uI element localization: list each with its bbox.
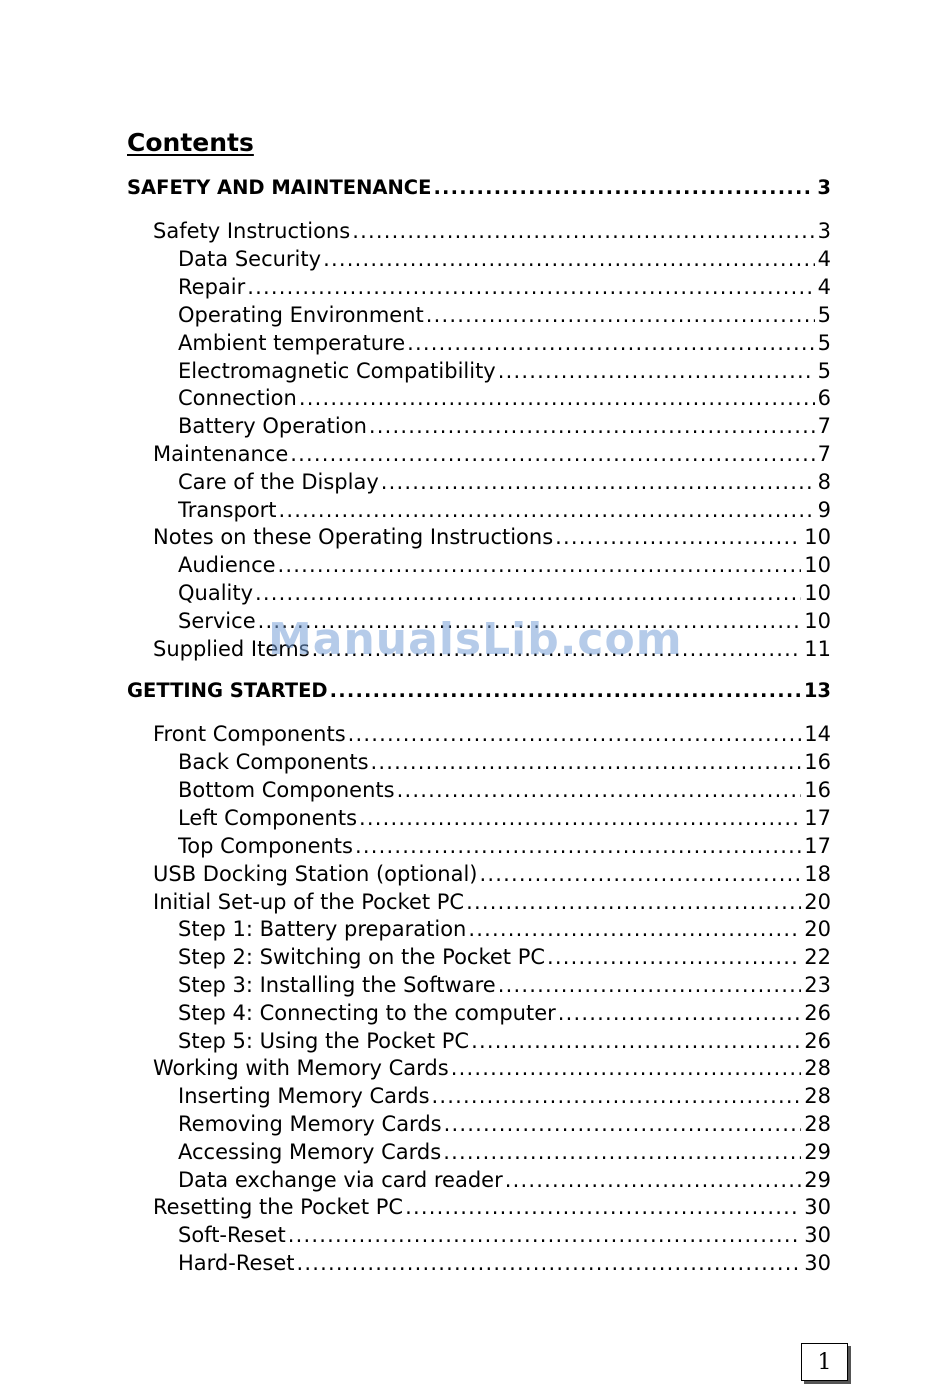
toc-entry-label: Data exchange via card reader [178,1168,503,1192]
toc-entry-label: Initial Set-up of the Pocket PC [153,890,465,914]
toc-entry-page: 4 [817,247,831,271]
dot-leader [299,384,815,412]
toc-entry-page: 13 [803,679,831,702]
toc-entry-label: Safety Instructions [153,219,351,243]
toc-entry-page: 5 [817,331,831,355]
toc-entry[interactable] [153,888,831,916]
toc-entry[interactable] [178,301,831,329]
toc-entry-label: Data Security [178,247,322,271]
toc-entry[interactable] [178,468,831,496]
toc-entry-page: 28 [804,1056,831,1080]
toc-entry[interactable] [153,720,831,748]
page-number: 1 [801,1343,848,1381]
toc-entry[interactable] [153,860,831,888]
toc-entry[interactable] [178,579,831,607]
dot-leader [505,1166,802,1194]
toc-entry[interactable] [178,273,831,301]
toc-entry-page: 28 [804,1112,831,1136]
toc-entry-page: 30 [804,1223,831,1247]
toc-entry-label: Accessing Memory Cards [178,1140,442,1164]
toc-entry-page: 16 [804,750,831,774]
toc-entry-label: Quality [178,581,254,605]
dot-leader [466,888,801,916]
toc-entry-label: Notes on these Operating Instructions [153,525,554,549]
dot-leader [498,971,802,999]
toc-entry-page: 16 [804,778,831,802]
toc-entry-label: Operating Environment [178,303,424,327]
dot-leader [288,1221,802,1249]
toc-entry[interactable] [178,832,831,860]
toc-entry[interactable] [178,357,831,385]
toc-entry-page: 22 [804,945,831,969]
toc-entry[interactable] [178,551,831,579]
dot-leader [297,1249,802,1277]
toc-entry-label: SAFETY AND MAINTENANCE [127,176,432,199]
toc-entry-page: 8 [817,470,831,494]
dot-leader [330,677,801,705]
toc-entry-page: 23 [804,973,831,997]
toc-entry[interactable] [178,329,831,357]
dot-leader [381,468,815,496]
dot-leader [371,748,802,776]
toc-entry-page: 10 [804,581,831,605]
dot-leader [312,635,802,663]
dot-leader [279,496,815,524]
toc-entry[interactable] [178,915,831,943]
toc-entry-page: 17 [804,834,831,858]
dot-leader [498,357,815,385]
toc-entry-label: Step 2: Switching on the Pocket PC [178,945,546,969]
dot-leader [443,1138,801,1166]
toc-entry-label: Step 1: Battery preparation [178,917,467,941]
toc-entry-page: 9 [817,498,831,522]
toc-entry[interactable] [178,804,831,832]
dot-leader [348,720,802,748]
toc-entry-label: Bottom Components [178,778,395,802]
dot-leader [258,607,802,635]
toc-entry-page: 10 [804,553,831,577]
toc-entry[interactable] [178,776,831,804]
toc-entry-label: Ambient temperature [178,331,406,355]
dot-leader [451,1054,802,1082]
toc-entry-page: 6 [817,386,831,410]
toc-entry-page: 4 [817,275,831,299]
toc-entry[interactable] [178,607,831,635]
toc-entry-page: 28 [804,1084,831,1108]
toc-entry[interactable] [127,174,831,202]
toc-entry-label: Step 5: Using the Pocket PC [178,1029,470,1053]
toc-entry[interactable] [178,999,831,1027]
toc-entry[interactable] [153,440,831,468]
toc-entry-page: 3 [817,176,831,199]
toc-entry[interactable] [178,943,831,971]
toc-entry-label: Removing Memory Cards [178,1112,442,1136]
dot-leader [426,301,815,329]
dot-leader [323,245,815,273]
dot-leader [480,860,802,888]
toc-entry[interactable] [178,1138,831,1166]
dot-leader [471,1027,801,1055]
dot-leader [369,412,815,440]
toc-entry-label: Care of the Display [178,470,379,494]
dot-leader [355,832,801,860]
toc-entry-page: 10 [804,609,831,633]
toc-entry[interactable] [153,635,831,663]
dot-leader [397,776,802,804]
dot-leader [468,915,801,943]
toc-entry-label: Electromagnetic Compatibility [178,359,496,383]
toc-entry-label: Soft-Reset [178,1223,286,1247]
toc-entry[interactable] [127,677,831,705]
toc-entry[interactable] [178,1221,831,1249]
toc-entry[interactable] [153,217,831,245]
toc-entry-page: 20 [804,890,831,914]
toc-entry-label: Top Components [178,834,353,858]
toc-entry-label: Step 3: Installing the Software [178,973,496,997]
dot-leader [444,1110,802,1138]
toc-entry-page: 30 [804,1251,831,1275]
toc-entry-page: 26 [804,1001,831,1025]
toc-entry[interactable] [178,245,831,273]
watermark: ManualsLib.com [268,614,683,665]
toc-entry[interactable] [178,1082,831,1110]
toc-entry-label: Front Components [153,722,346,746]
toc-entry[interactable] [178,1027,831,1055]
toc-entry[interactable] [178,1249,831,1277]
toc-entry-page: 10 [804,525,831,549]
toc-entry-page: 29 [804,1168,831,1192]
toc-entry-label: Supplied Items [153,637,310,661]
toc-entry[interactable] [178,748,831,776]
toc-entry-label: Service [178,609,256,633]
toc-entry-label: Repair [178,275,246,299]
toc-entry[interactable] [153,1054,831,1082]
toc-entry-label: Connection [178,386,297,410]
toc-entry-label: Hard-Reset [178,1251,295,1275]
toc-entry-page: 5 [817,303,831,327]
dot-leader [359,804,801,832]
toc-entry[interactable] [178,496,831,524]
toc-entry[interactable] [178,412,831,440]
toc-entry[interactable] [178,1166,831,1194]
toc-entry-page: 7 [817,442,831,466]
toc-entry-page: 20 [804,917,831,941]
toc-entry-label: Back Components [178,750,369,774]
dot-leader [433,174,814,202]
dot-leader [247,273,814,301]
toc-entry-label: Maintenance [153,442,289,466]
toc-entry-label: Battery Operation [178,414,367,438]
toc-entry-page: 17 [804,806,831,830]
toc-entry[interactable] [153,523,831,551]
dot-leader [352,217,814,245]
toc-entry-page: 30 [804,1195,831,1219]
toc-entry-page: 3 [817,219,831,243]
toc-entry-page: 18 [804,862,831,886]
dot-leader [405,1193,801,1221]
page-title: Contents [127,128,254,157]
toc-entry[interactable] [153,1193,831,1221]
dot-leader [547,943,801,971]
toc-entry-label: Resetting the Pocket PC [153,1195,404,1219]
toc-entry[interactable] [178,971,831,999]
toc-entry-page: 11 [804,637,831,661]
toc-entry-label: Left Components [178,806,358,830]
dot-leader [407,329,815,357]
dot-leader [278,551,802,579]
toc-entry-label: Transport [178,498,277,522]
toc-entry-label: GETTING STARTED [127,679,328,702]
toc-entry-page: 7 [817,414,831,438]
dot-leader [290,440,814,468]
toc-entry-page: 29 [804,1140,831,1164]
dot-leader [558,999,802,1027]
toc-entry[interactable] [178,1110,831,1138]
toc-entry-label: USB Docking Station (optional) [153,862,478,886]
toc-entry-label: Step 4: Connecting to the computer [178,1001,556,1025]
toc-entry-label: Working with Memory Cards [153,1056,449,1080]
dot-leader [432,1082,802,1110]
dot-leader [255,579,801,607]
toc-entry-page: 5 [817,359,831,383]
dot-leader [555,523,801,551]
toc-entry[interactable] [178,384,831,412]
toc-entry-page: 26 [804,1029,831,1053]
toc-entry-label: Audience [178,553,276,577]
toc-entry-label: Inserting Memory Cards [178,1084,430,1108]
toc-entry-page: 14 [804,722,831,746]
